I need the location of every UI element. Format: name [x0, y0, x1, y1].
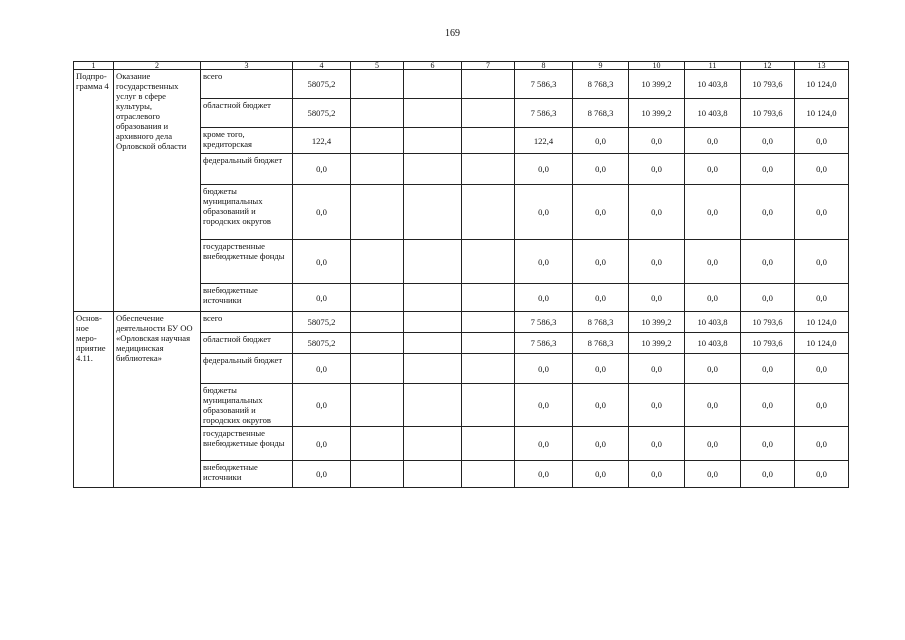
value-cell-c13: 0,0 — [795, 284, 849, 312]
value-cell-c7 — [462, 427, 515, 461]
value-cell-c12: 0,0 — [741, 284, 795, 312]
value-cell-c6 — [404, 70, 462, 99]
value-cell-c11: 0,0 — [685, 461, 741, 488]
value-cell-c10: 10 399,2 — [629, 70, 685, 99]
value-cell-c6 — [404, 427, 462, 461]
column-number: 6 — [404, 62, 462, 70]
value-cell-c13: 0,0 — [795, 154, 849, 185]
value-cell-c5 — [351, 185, 404, 240]
value-cell-c8: 0,0 — [515, 284, 573, 312]
value-cell-c9: 0,0 — [573, 154, 629, 185]
value-cell-c11: 0,0 — [685, 128, 741, 154]
funding-source-cell: всего — [201, 70, 293, 99]
value-cell-c7 — [462, 384, 515, 427]
funding-source-cell: федеральный бюджет — [201, 354, 293, 384]
column-number: 4 — [293, 62, 351, 70]
funding-source-cell: областной бюджет — [201, 99, 293, 128]
column-number-row — [74, 62, 849, 70]
value-cell-c8: 0,0 — [515, 185, 573, 240]
value-cell-c12: 0,0 — [741, 185, 795, 240]
value-cell-c8: 0,0 — [515, 461, 573, 488]
value-cell-c10: 10 399,2 — [629, 99, 685, 128]
value-cell-c6 — [404, 461, 462, 488]
value-cell-c9: 8 768,3 — [573, 312, 629, 333]
funding-source-cell: всего — [201, 312, 293, 333]
value-cell-c13: 0,0 — [795, 185, 849, 240]
value-cell-c10: 0,0 — [629, 384, 685, 427]
value-cell-c6 — [404, 185, 462, 240]
program-code-cell: Основ- ное меро- приятие 4.11. — [74, 312, 114, 488]
value-cell-c11: 0,0 — [685, 185, 741, 240]
value-cell-c12: 10 793,6 — [741, 70, 795, 99]
value-cell-c4: 0,0 — [293, 461, 351, 488]
value-cell-c11: 0,0 — [685, 384, 741, 427]
value-cell-c12: 0,0 — [741, 461, 795, 488]
value-cell-c7 — [462, 99, 515, 128]
value-cell-c12: 10 793,6 — [741, 333, 795, 354]
value-cell-c8: 0,0 — [515, 427, 573, 461]
value-cell-c8: 0,0 — [515, 240, 573, 284]
value-cell-c9: 8 768,3 — [573, 333, 629, 354]
value-cell-c8: 0,0 — [515, 154, 573, 185]
value-cell-c8: 7 586,3 — [515, 333, 573, 354]
value-cell-c4: 0,0 — [293, 427, 351, 461]
value-cell-c4: 0,0 — [293, 384, 351, 427]
value-cell-c7 — [462, 240, 515, 284]
column-number: 9 — [573, 62, 629, 70]
value-cell-c9: 0,0 — [573, 240, 629, 284]
value-cell-c13: 10 124,0 — [795, 99, 849, 128]
value-cell-c10: 0,0 — [629, 154, 685, 185]
value-cell-c11: 0,0 — [685, 354, 741, 384]
value-cell-c8: 7 586,3 — [515, 99, 573, 128]
value-cell-c4: 58075,2 — [293, 312, 351, 333]
value-cell-c9: 0,0 — [573, 284, 629, 312]
value-cell-c9: 0,0 — [573, 384, 629, 427]
value-cell-c9: 0,0 — [573, 461, 629, 488]
value-cell-c10: 0,0 — [629, 128, 685, 154]
value-cell-c12: 0,0 — [741, 240, 795, 284]
value-cell-c7 — [462, 128, 515, 154]
value-cell-c5 — [351, 154, 404, 185]
funding-source-cell: государственные внебюджетные фонды — [201, 240, 293, 284]
value-cell-c12: 10 793,6 — [741, 312, 795, 333]
value-cell-c11: 10 403,8 — [685, 333, 741, 354]
value-cell-c7 — [462, 333, 515, 354]
column-number: 13 — [795, 62, 849, 70]
value-cell-c4: 0,0 — [293, 185, 351, 240]
column-number: 2 — [114, 62, 201, 70]
value-cell-c9: 0,0 — [573, 128, 629, 154]
value-cell-c12: 0,0 — [741, 427, 795, 461]
value-cell-c13: 10 124,0 — [795, 312, 849, 333]
value-cell-c10: 0,0 — [629, 240, 685, 284]
column-number: 3 — [201, 62, 293, 70]
value-cell-c5 — [351, 312, 404, 333]
value-cell-c6 — [404, 154, 462, 185]
value-cell-c13: 0,0 — [795, 427, 849, 461]
value-cell-c10: 10 399,2 — [629, 333, 685, 354]
column-number: 1 — [74, 62, 114, 70]
value-cell-c7 — [462, 154, 515, 185]
value-cell-c10: 0,0 — [629, 461, 685, 488]
value-cell-c12: 10 793,6 — [741, 99, 795, 128]
value-cell-c6 — [404, 99, 462, 128]
value-cell-c5 — [351, 284, 404, 312]
value-cell-c4: 0,0 — [293, 154, 351, 185]
value-cell-c13: 10 124,0 — [795, 70, 849, 99]
value-cell-c11: 0,0 — [685, 284, 741, 312]
value-cell-c10: 0,0 — [629, 284, 685, 312]
value-cell-c12: 0,0 — [741, 354, 795, 384]
value-cell-c7 — [462, 70, 515, 99]
table-row — [74, 70, 849, 99]
value-cell-c9: 0,0 — [573, 427, 629, 461]
program-name-cell: Оказание государственных услуг в сфере культуры, отраслевого образования и архивного дела Орловской области — [114, 70, 201, 312]
value-cell-c5 — [351, 240, 404, 284]
value-cell-c13: 0,0 — [795, 128, 849, 154]
value-cell-c13: 0,0 — [795, 354, 849, 384]
value-cell-c7 — [462, 284, 515, 312]
value-cell-c9: 0,0 — [573, 354, 629, 384]
value-cell-c11: 0,0 — [685, 240, 741, 284]
value-cell-c6 — [404, 284, 462, 312]
column-number: 8 — [515, 62, 573, 70]
value-cell-c11: 10 403,8 — [685, 312, 741, 333]
value-cell-c6 — [404, 354, 462, 384]
value-cell-c9: 8 768,3 — [573, 70, 629, 99]
value-cell-c7 — [462, 461, 515, 488]
value-cell-c12: 0,0 — [741, 384, 795, 427]
value-cell-c5 — [351, 99, 404, 128]
value-cell-c10: 0,0 — [629, 185, 685, 240]
value-cell-c6 — [404, 128, 462, 154]
value-cell-c5 — [351, 354, 404, 384]
funding-source-cell: внебюджетные источники — [201, 461, 293, 488]
value-cell-c4: 0,0 — [293, 284, 351, 312]
funding-source-cell: кроме того, кредиторская — [201, 128, 293, 154]
value-cell-c5 — [351, 128, 404, 154]
value-cell-c5 — [351, 333, 404, 354]
funding-source-cell: бюджеты муниципальных образований и городских округов — [201, 384, 293, 427]
value-cell-c5 — [351, 427, 404, 461]
value-cell-c6 — [404, 333, 462, 354]
column-number: 5 — [351, 62, 404, 70]
column-number: 12 — [741, 62, 795, 70]
value-cell-c4: 58075,2 — [293, 333, 351, 354]
page-number: 169 — [445, 28, 460, 39]
value-cell-c10: 10 399,2 — [629, 312, 685, 333]
value-cell-c7 — [462, 354, 515, 384]
value-cell-c10: 0,0 — [629, 354, 685, 384]
value-cell-c13: 0,0 — [795, 461, 849, 488]
value-cell-c5 — [351, 384, 404, 427]
column-number: 11 — [685, 62, 741, 70]
value-cell-c12: 0,0 — [741, 154, 795, 185]
value-cell-c11: 10 403,8 — [685, 70, 741, 99]
value-cell-c6 — [404, 384, 462, 427]
value-cell-c5 — [351, 70, 404, 99]
value-cell-c5 — [351, 461, 404, 488]
value-cell-c6 — [404, 312, 462, 333]
funding-source-cell: внебюджетные источники — [201, 284, 293, 312]
program-code-cell: Подпро- грамма 4 — [74, 70, 114, 312]
value-cell-c11: 0,0 — [685, 154, 741, 185]
value-cell-c11: 0,0 — [685, 427, 741, 461]
value-cell-c11: 10 403,8 — [685, 99, 741, 128]
value-cell-c10: 0,0 — [629, 427, 685, 461]
value-cell-c8: 122,4 — [515, 128, 573, 154]
value-cell-c4: 122,4 — [293, 128, 351, 154]
value-cell-c7 — [462, 185, 515, 240]
funding-source-cell: областной бюджет — [201, 333, 293, 354]
value-cell-c7 — [462, 312, 515, 333]
program-name-cell: Обеспечение деятельности БУ ОО «Орловская научная медицинская библиотека» — [114, 312, 201, 488]
value-cell-c9: 0,0 — [573, 185, 629, 240]
funding-source-cell: бюджеты муниципальных образований и городских округов — [201, 185, 293, 240]
value-cell-c4: 58075,2 — [293, 70, 351, 99]
value-cell-c8: 0,0 — [515, 354, 573, 384]
column-number: 10 — [629, 62, 685, 70]
column-number: 7 — [462, 62, 515, 70]
value-cell-c13: 10 124,0 — [795, 333, 849, 354]
value-cell-c12: 0,0 — [741, 128, 795, 154]
value-cell-c8: 7 586,3 — [515, 312, 573, 333]
value-cell-c13: 0,0 — [795, 240, 849, 284]
value-cell-c4: 0,0 — [293, 354, 351, 384]
value-cell-c4: 58075,2 — [293, 99, 351, 128]
table-row — [74, 312, 849, 333]
value-cell-c6 — [404, 240, 462, 284]
value-cell-c8: 7 586,3 — [515, 70, 573, 99]
value-cell-c8: 0,0 — [515, 384, 573, 427]
value-cell-c4: 0,0 — [293, 240, 351, 284]
value-cell-c13: 0,0 — [795, 384, 849, 427]
funding-source-cell: федеральный бюджет — [201, 154, 293, 185]
funding-source-cell: государственные внебюджетные фонды — [201, 427, 293, 461]
value-cell-c9: 8 768,3 — [573, 99, 629, 128]
budget-table — [73, 61, 849, 488]
